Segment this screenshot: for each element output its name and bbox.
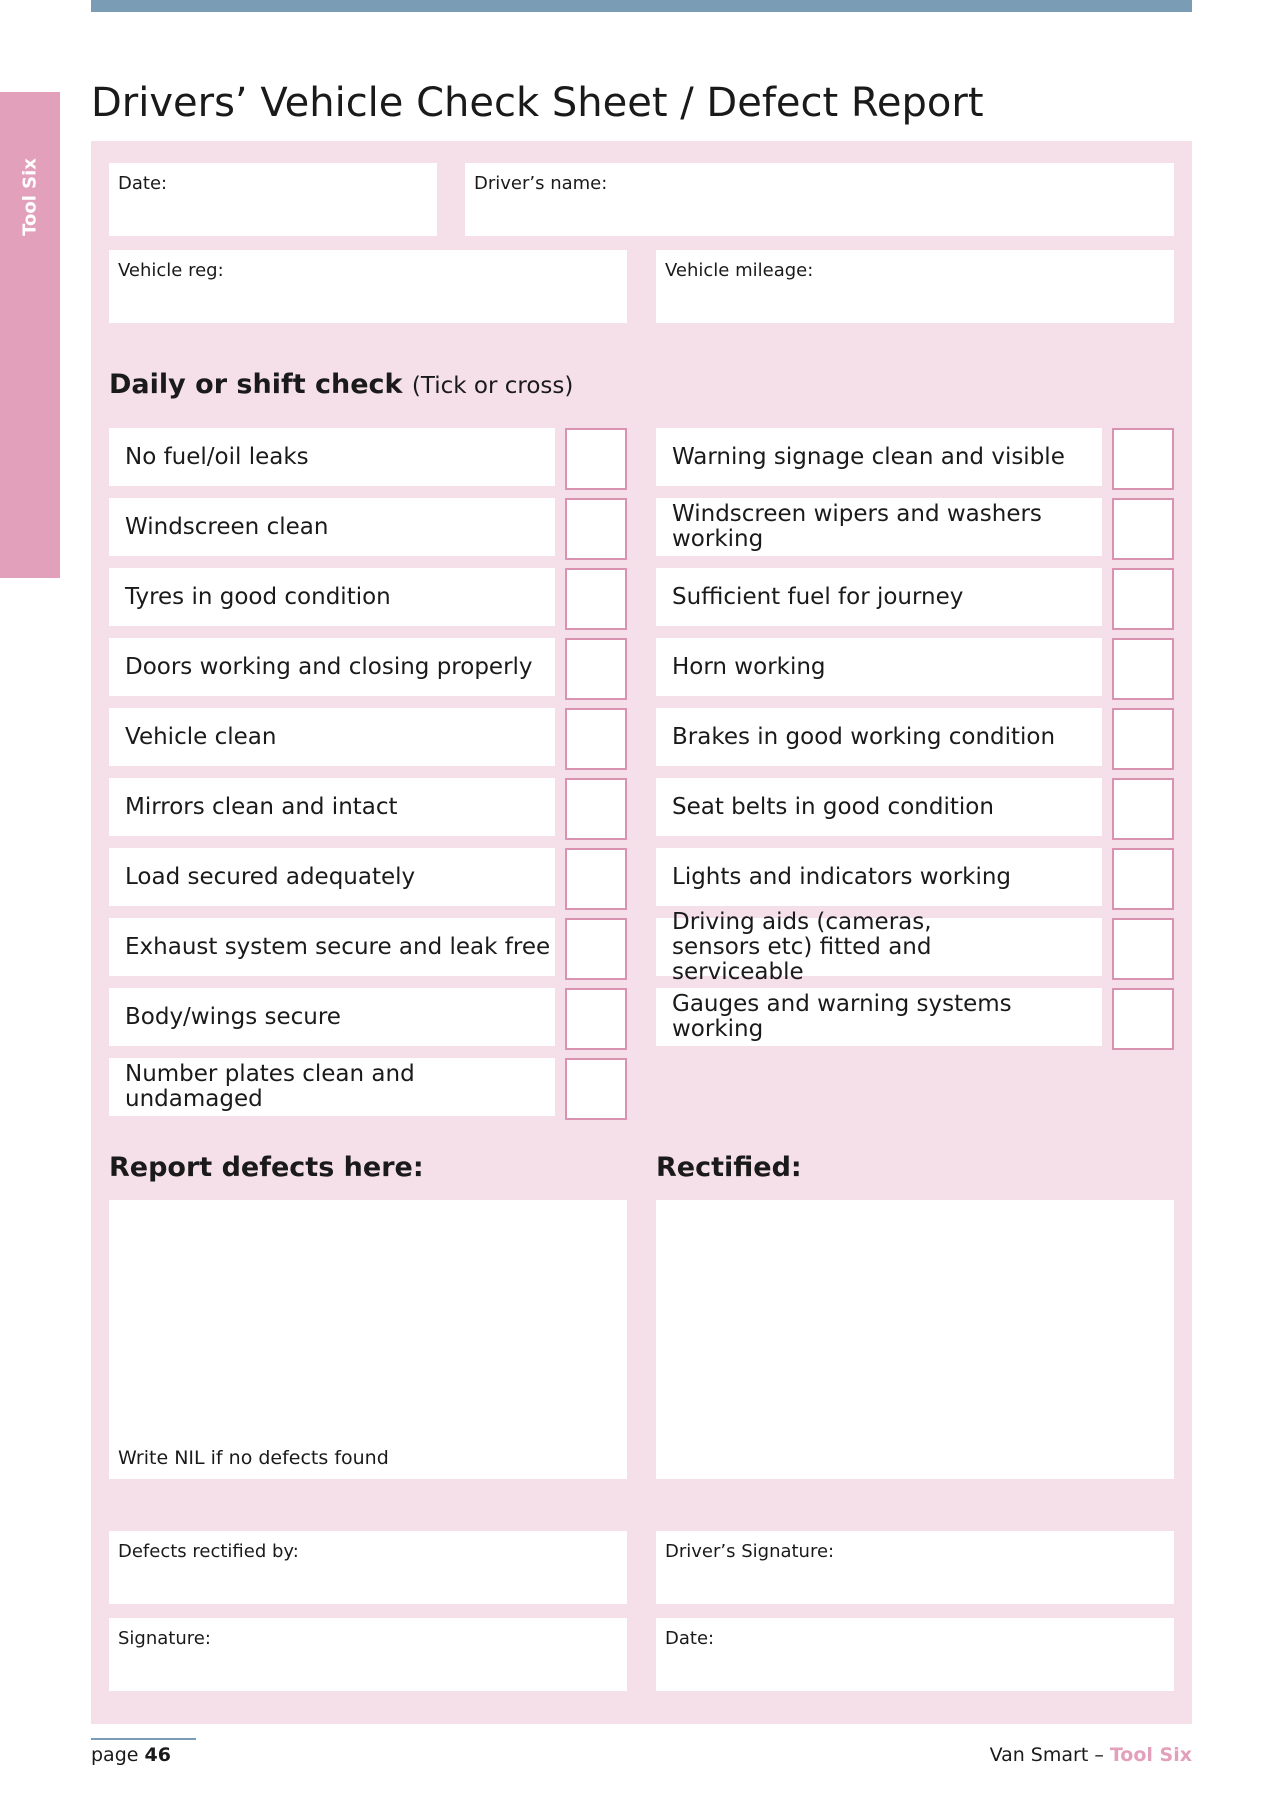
signature-label: Signature: [118, 1628, 211, 1649]
check-box-left[interactable] [565, 428, 627, 490]
top-accent-bar [91, 0, 1192, 12]
check-box-right[interactable] [1112, 918, 1174, 980]
check-box-left[interactable] [565, 1058, 627, 1120]
drivers-signature-field[interactable] [656, 1531, 1174, 1604]
footer-tool-name: Tool Six [1109, 1744, 1192, 1766]
report-defects-heading: Report defects here: [109, 1152, 424, 1183]
check-item-right: Warning signage clean and visible [656, 428, 1102, 486]
form-panel [91, 141, 1192, 1724]
signature-field[interactable] [109, 1618, 627, 1691]
footer-rule [91, 1738, 196, 1740]
daily-check-subtitle: (Tick or cross) [411, 373, 574, 399]
check-item-left: Exhaust system secure and leak free [109, 918, 555, 976]
daily-check-heading [109, 369, 573, 400]
drivers-name-field[interactable] [465, 163, 1174, 236]
date-field-label: Date: [118, 173, 168, 194]
vehicle-reg-field-label: Vehicle reg: [118, 260, 224, 281]
check-item-left: Mirrors clean and intact [109, 778, 555, 836]
check-box-left[interactable] [565, 848, 627, 910]
check-item-right: Windscreen wipers and washers working [656, 498, 1102, 556]
check-item-left: Load secured adequately [109, 848, 555, 906]
rectified-heading: Rectified: [656, 1152, 802, 1183]
daily-check-title: Daily or shift check [109, 369, 403, 400]
check-item-left: Body/wings secure [109, 988, 555, 1046]
check-box-right[interactable] [1112, 428, 1174, 490]
rectified-area[interactable] [656, 1200, 1174, 1479]
vehicle-reg-field[interactable] [109, 250, 627, 323]
check-item-right: Brakes in good working condition [656, 708, 1102, 766]
check-item-right: Horn working [656, 638, 1102, 696]
nil-note: Write NIL if no defects found [118, 1447, 389, 1469]
check-box-right[interactable] [1112, 988, 1174, 1050]
check-box-left[interactable] [565, 708, 627, 770]
page-title: Drivers’ Vehicle Check Sheet / Defect Report [91, 80, 984, 126]
check-item-left: Windscreen clean [109, 498, 555, 556]
defects-rectified-by-label: Defects rectified by: [118, 1541, 299, 1562]
check-box-right[interactable] [1112, 778, 1174, 840]
check-item-left: Tyres in good condition [109, 568, 555, 626]
defects-rectified-by-field[interactable] [109, 1531, 627, 1604]
drivers-name-field-label: Driver’s name: [474, 173, 608, 194]
report-defects-area[interactable] [109, 1200, 627, 1479]
vehicle-mileage-field-label: Vehicle mileage: [665, 260, 814, 281]
check-box-left[interactable] [565, 568, 627, 630]
check-item-left: No fuel/oil leaks [109, 428, 555, 486]
check-box-right[interactable] [1112, 848, 1174, 910]
check-box-right[interactable] [1112, 498, 1174, 560]
check-box-left[interactable] [565, 778, 627, 840]
side-tab [0, 92, 60, 578]
check-box-left[interactable] [565, 638, 627, 700]
footer-date-field[interactable] [656, 1618, 1174, 1691]
check-item-left: Number plates clean and undamaged [109, 1058, 555, 1116]
check-item-right: Gauges and warning systems working [656, 988, 1102, 1046]
check-box-right[interactable] [1112, 708, 1174, 770]
check-box-left[interactable] [565, 498, 627, 560]
page-number: page 46 [91, 1744, 171, 1766]
check-box-right[interactable] [1112, 568, 1174, 630]
check-item-right: Sufficient fuel for journey [656, 568, 1102, 626]
check-item-right: Driving aids (cameras, sensors etc) fitted and serviceable [656, 918, 1102, 976]
side-tab-label: Tool Six [19, 158, 41, 236]
footer-publication: Van Smart – Tool Six [989, 1744, 1192, 1766]
footer-date-label: Date: [665, 1628, 715, 1649]
check-box-left[interactable] [565, 988, 627, 1050]
vehicle-mileage-field[interactable] [656, 250, 1174, 323]
check-box-right[interactable] [1112, 638, 1174, 700]
check-item-left: Doors working and closing properly [109, 638, 555, 696]
check-item-right: Lights and indicators working [656, 848, 1102, 906]
check-item-left: Vehicle clean [109, 708, 555, 766]
page-number-value: 46 [144, 1744, 171, 1766]
date-field[interactable] [109, 163, 437, 236]
drivers-signature-label: Driver’s Signature: [665, 1541, 835, 1562]
check-item-right: Seat belts in good condition [656, 778, 1102, 836]
check-box-left[interactable] [565, 918, 627, 980]
